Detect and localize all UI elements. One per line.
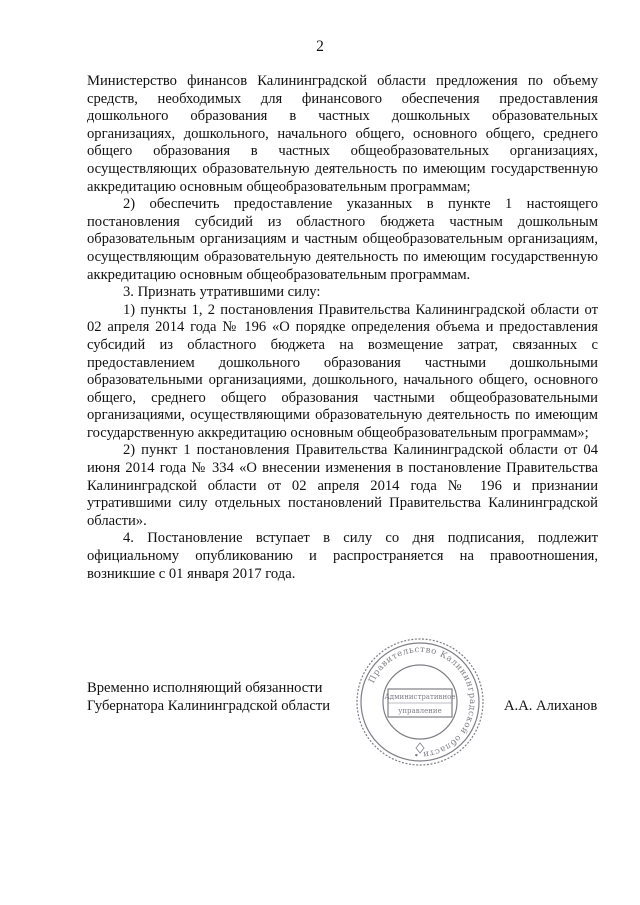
paragraph: 1) пункты 1, 2 постановления Правительства Калининградской области от 02 апреля 2014 года № 196 «О порядке определения объема и предоставления субсидий из областного бюджета на возмещение затрат, связанных с предоставлением дошкольного образования частными дошкольными образовательными организациями, дошкольного, начального общего, основного общего, среднего общего образования частными общеобразовательными организациями, осуществляющими образовательную деятельность по имеющим государственную аккредитацию основным общеобразовательным программам»; [87, 301, 598, 441]
signatory-title-line: Временно исполняющий обязанности [87, 680, 323, 696]
paragraph: 4. Постановление вступает в силу со дня подписания, подлежит официальному опубликованию и распространяется на правоотношения, возникшие с 01 января 2017 года. [87, 530, 598, 582]
paragraph: 2) обеспечить предоставление указанных в пункте 1 настоящего постановления субсидий из областного бюджета частным дошкольным образовательным организациям и частным общеобразовательным организациям, осуществляющим образовательную деятельность по имеющим государственную аккредитацию основным общеобразовательным программам. [87, 196, 598, 283]
official-seal [354, 636, 486, 768]
document-body [87, 73, 598, 583]
svg-text:управление: управление [398, 707, 442, 715]
paragraph: 2) пункт 1 постановления Правительства Калининградской области от 04 июня 2014 года № 334 «О внесении изменения в постановление Правительства Калининградской области от 02 апреля 2014 года № 196 и признании утратившими силу отдельных постановлений Правительства Калининградской области». [87, 442, 598, 529]
seal-stamp-icon [354, 636, 486, 768]
svg-text:Правительство Калининградской: Правительство Калининградской области • [367, 644, 478, 760]
paragraph: Министерство финансов Калининградской области предложения по объему средств, необходимых для финансового обеспечения предоставления дошкольного образования в частных дошкольных образовательных организациях, дошкольного, начального общего, основного общего, среднего общего образования в частных общеобразовательных организациях, осуществляющих образовательную деятельность по имеющим государственную аккредитацию основным общеобразовательным программам; [87, 73, 598, 195]
paragraph: 3. Признать утратившими силу: [123, 284, 321, 301]
page-number: 2 [316, 38, 324, 55]
signatory-title-line: Губернатора Калининградской области [87, 697, 331, 714]
signatory-name: А.А. Алиханов [504, 698, 598, 714]
svg-text:Административное: Административное [384, 693, 456, 701]
signatory-title [87, 680, 330, 715]
